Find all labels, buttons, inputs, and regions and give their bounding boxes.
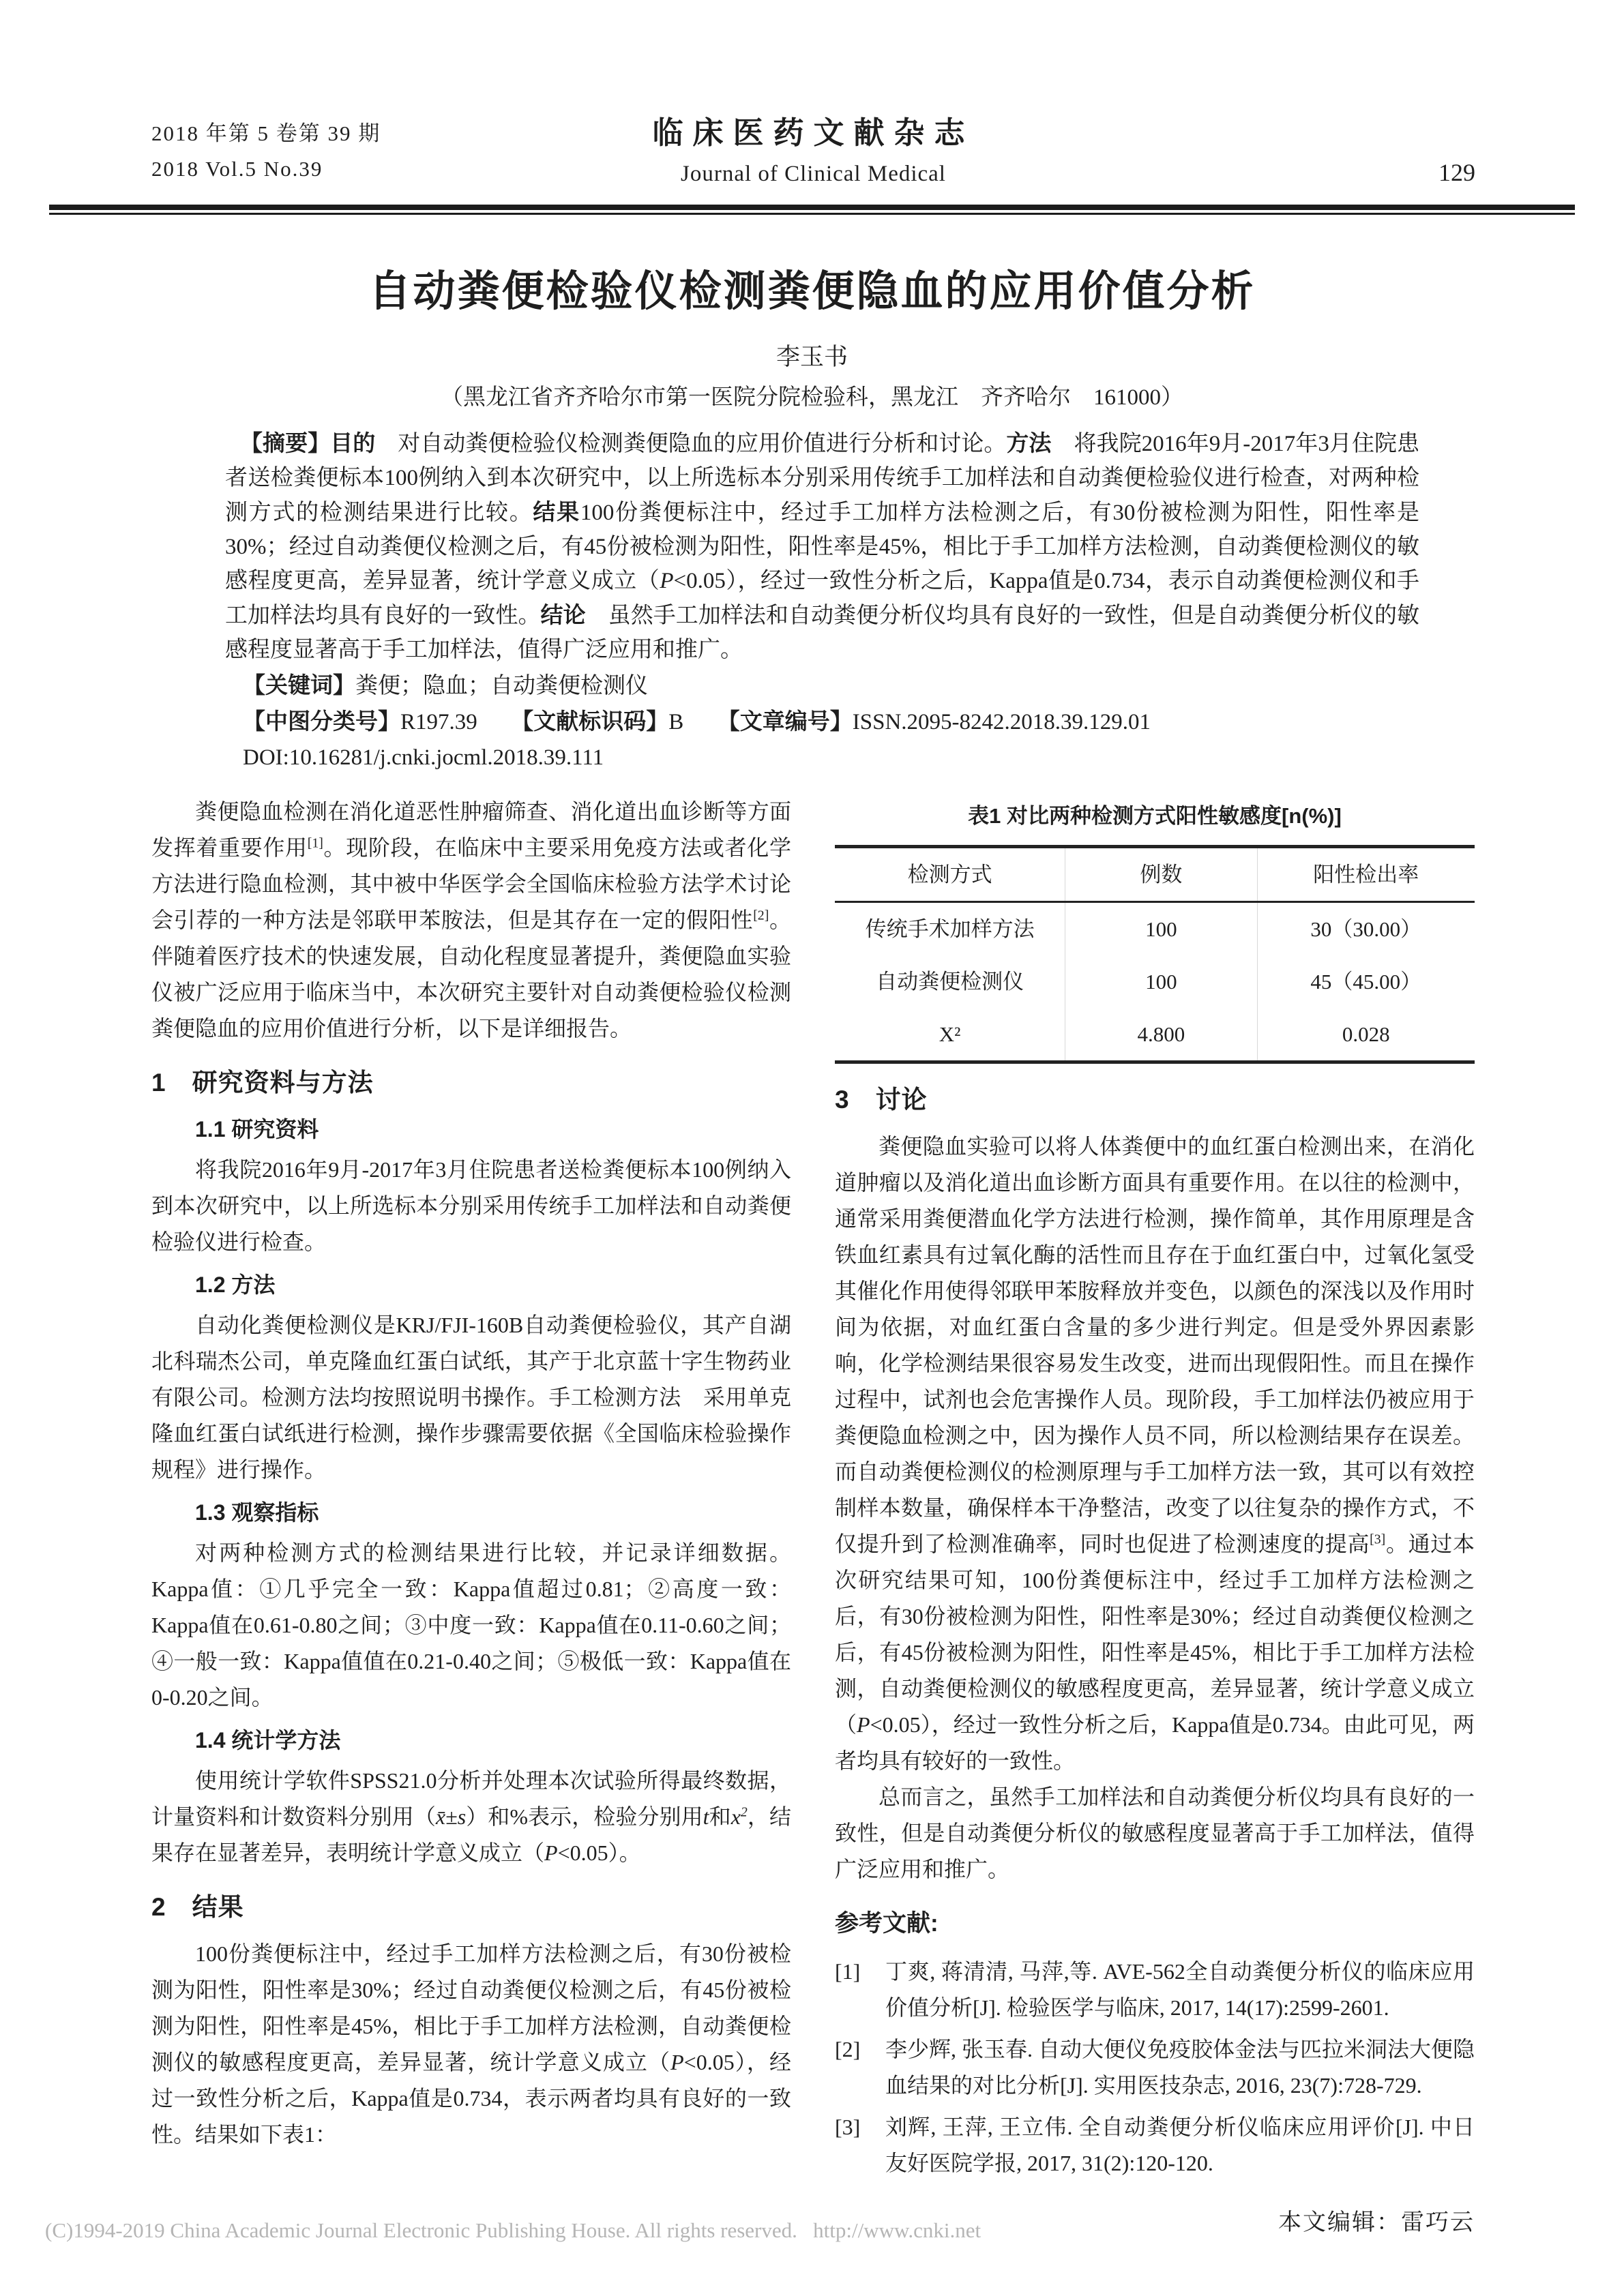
doi-line: DOI:10.16281/j.cnki.jocml.2018.39.111	[243, 745, 604, 770]
editor-note: 本文编辑：雷巧云	[1278, 2210, 1475, 2235]
reference-item	[835, 2109, 1475, 2181]
section-1-1-paragraph: 将我院2016年9月-2017年3月住院患者送检粪便标本100例纳入到本次研究中，以上所选标本分别采用传统手工加样法和自动粪便检验仪进行检查。	[151, 1157, 791, 1254]
issue-info	[151, 116, 652, 187]
issue-line-cn: 2018 年第 5 卷第 39 期	[151, 121, 381, 145]
journal-name-block	[652, 108, 974, 187]
reference-item	[835, 2031, 1475, 2104]
right-column	[835, 794, 1475, 2235]
table-cell: 传统手术加样方法	[865, 917, 1035, 941]
section-1-4-heading: 1.4 统计学方法	[195, 1728, 341, 1753]
table-1	[835, 845, 1475, 1064]
article-author: 李玉书	[776, 344, 848, 370]
table-row	[835, 955, 1475, 1008]
table-header-row	[835, 847, 1475, 902]
discussion-paragraph-2: 总而言之，虽然手工加样法和自动粪便分析仪均具有良好的一致性，但是自动粪便分析仪的敏感程度显著高于手工加样法，值得广泛应用和推广。	[835, 1785, 1475, 1881]
section-1-2-paragraph: 自动化粪便检测仪是KRJ/FJI-160B自动粪便检验仪，其产自湖北科瑞杰公司，单克隆血红蛋白试纸，其产于北京蓝十字生物药业有限公司。检测方法均按照说明书操作。手工检测方法 采用单克隆血红蛋白试纸进行检测，操作步骤需要依据《全国临床检验操作规程》进行操作。	[151, 1313, 791, 1482]
journal-name-cn: 临床医药文献杂志	[652, 116, 975, 150]
table-1-block	[835, 798, 1475, 1064]
reference-label: [3]	[835, 2115, 861, 2139]
references-heading: 参考文献:	[835, 1910, 939, 1937]
section-1-2-heading: 1.2 方法	[195, 1272, 276, 1297]
table-header-cell: 检测方式	[907, 863, 992, 886]
reference-text: 刘辉, 王萍, 王立伟. 全自动粪便分析仪临床应用评价[J]. 中日友好医院学报, 2017, 31(2):120-120.	[885, 2115, 1475, 2175]
section-1-4-paragraph: 使用统计学软件SPSS21.0分析并处理本次试验所得最终数据，计量资料和计数资料分别用（x̄±s）和%表示，检验分别用t和$x^2$，结果存在显著差异，表明统计学意义成立（P<0.05）。	[151, 1768, 791, 1865]
table-cell: 100	[1065, 902, 1257, 956]
table-cell: X²	[939, 1022, 961, 1046]
header-divider	[49, 205, 1575, 215]
section-1-3-heading: 1.3 观察指标	[195, 1500, 319, 1525]
table-cell: 4.800	[1065, 1008, 1257, 1062]
table-cell: 100	[1065, 955, 1257, 1008]
reference-label: [2]	[835, 2037, 861, 2061]
divider-thick-line	[49, 205, 1575, 210]
discussion-paragraph-1: 粪便隐血实验可以将人体粪便中的血红蛋白检测出来，在消化道肿瘤以及消化道出血诊断方面具有重要作用。在以往的检测中，通常采用粪便潜血化学方法进行检测，操作简单，其作用原理是含铁血红素具有过氧化酶的活性而且存在于血红蛋白中，过氧化氢受其催化作用使得邻联甲苯胺释放并变色，以颜色的深浅以及作用时间为依据，对血红蛋白含量的多少进行判定。但是受外界因素影响，化学检测结果很容易发生改变，进而出现假阳性。而且在操作过程中，试剂也会危害操作人员。现阶段，手工加样法仍被应用于粪便隐血检测之中，因为操作人员不同，所以检测结果存在误差。而自动粪便检测仪的检测原理与手工加样方法一致，其可以有效控制样本数量，确保样本干净整洁，改变了以往复杂的操作方式，不仅提升到了检测准确率，同时也促进了检测速度的提高[3]。通过本次研究结果可知，100份粪便标注中，经过手工加样方法检测之后，有30份被检测为阳性，阳性率是30%；经过自动粪便仪检测之后，有45份被检测为阳性，阳性率是45%，相比于手工加样方法检测，自动粪便检测仪的敏感程度更高，差异显著，统计学意义成立（P<0.05），经过一致性分析之后，Kappa值是0.734。由此可见，两者均具有较好的一致性。	[835, 1134, 1475, 1773]
abstract-paragraph: 【摘要】目的 对自动粪便检验仪检测粪便隐血的应用价值进行分析和讨论。方法 将我院2016年9月-2017年3月住院患者送检粪便标本100例纳入到本次研究中，以上所选标本分别采用传统手工加样法和自动粪便检验仪进行检查，对两种检测方式的检测结果进行比较。结果100份粪便标注中，经过手工加样方法检测之后，有30份被检测为阳性，阳性率是30%；经过自动粪便仪检测之后，有45份被检测为阳性，阳性率是45%，相比于手工加样方法检测，自动粪便检测仪的敏感程度更高，差异显著，统计学意义成立（P<0.05），经过一致性分析之后，Kappa值是0.734，表示自动粪便检测仪和手工加样法均具有良好的一致性。结论 虽然手工加样法和自动粪便分析仪均具有良好的一致性，但是自动粪便分析仪的敏感程度显著高于手工加样法，值得广泛应用和推广。	[225, 430, 1420, 662]
divider-thin-line	[49, 213, 1575, 215]
section-2-paragraph: 100份粪便标注中，经过手工加样方法检测之后，有30份被检测为阳性，阳性率是30%；经过自动粪便仪检测之后，有45份被检测为阳性，阳性率是45%，相比于手工加样方法检测，自动粪便检测仪的敏感程度更高，差异显著，统计学意义成立（P<0.05），经过一致性分析之后，Kappa值是0.734，表示两者均具有良好的一致性。结果如下表1：	[151, 1941, 791, 2147]
table-1-title: 表1 对比两种检测方式阳性敏感度[n(%)]	[968, 804, 1342, 828]
table-cell: 自动粪便检测仪	[876, 970, 1024, 994]
section-1-heading: 1 研究资料与方法	[151, 1069, 374, 1097]
table-cell: 30（30.00）	[1257, 902, 1475, 956]
copyright-footer: (C)1994-2019 China Academic Journal Electronic Publishing House. All rights reserved. http://www.cnki.net	[45, 2218, 981, 2242]
table-header-cell: 阳性检出率	[1257, 847, 1475, 902]
section-1-3-paragraph: 对两种检测方式的检测结果进行比较，并记录详细数据。Kappa值：①几乎完全一致：Kappa值超过0.81；②高度一致：Kappa值在0.61-0.80之间；③中度一致：Kappa值在0.11-0.60之间；④一般一致：Kappa值值在0.21-0.40之间；⑤极低一致：Kappa值在0-0.20之间。	[151, 1540, 791, 1710]
intro-paragraph: 粪便隐血检测在消化道恶性肿瘤筛查、消化道出血诊断等方面发挥着重要作用[1]。现阶段，在临床中主要采用免疫方法或者化学方法进行隐血检测，其中被中华医学会全国临床检验方法学术讨论会引荐的一种方法是邻联甲苯胺法，但是其存在一定的假阳性[2]。伴随着医疗技术的快速发展，自动化程度显著提升，粪便隐血实验仪被广泛应用于临床当中，本次研究主要针对自动粪便检验仪检测粪便隐血的应用价值进行分析，以下是详细报告。	[151, 799, 791, 1041]
section-1-1-heading: 1.1 研究资料	[195, 1117, 319, 1142]
table-header-cell: 例数	[1065, 847, 1257, 902]
reference-text: 李少辉, 张玉春. 自动大便仪免疫胶体金法与匹拉米洞法大便隐血结果的对比分析[J]. 实用医技杂志, 2016, 23(7):728-729.	[885, 2037, 1475, 2098]
article-affiliation: （黑龙江省齐齐哈尔市第一医院分院检验科，黑龙江 齐齐哈尔 161000）	[441, 385, 1183, 410]
reference-label: [1]	[835, 1959, 861, 1984]
table-cell: 45（45.00）	[1257, 955, 1475, 1008]
reference-item	[835, 1954, 1475, 2026]
section-3-heading: 3 讨论	[835, 1086, 928, 1114]
reference-text: 丁爽, 蒋清清, 马萍,等. AVE-562全自动粪便分析仪的临床应用价值分析[J]. 检验医学与临床, 2017, 14(17):2599-2601.	[885, 1959, 1475, 2020]
classification-line: 【中图分类号】R197.39 【文献标识码】B 【文章编号】ISSN.2095-8242.2018.39.129.01	[243, 709, 1151, 734]
page-header	[151, 0, 1475, 187]
issue-line-en: 2018 Vol.5 No.39	[151, 157, 323, 181]
journal-name-en: Journal of Clinical Medical	[680, 162, 946, 186]
page-number: 129	[1438, 159, 1475, 186]
front-matter	[225, 426, 1419, 775]
table-row	[835, 1008, 1475, 1062]
keywords-line: 【关键词】粪便；隐血；自动粪便检测仪	[243, 672, 648, 698]
article-title: 自动粪便检验仪检测粪便隐血的应用价值分析	[368, 269, 1256, 315]
left-column	[151, 794, 791, 2164]
section-2-heading: 2 结果	[151, 1893, 244, 1921]
table-cell: 0.028	[1257, 1008, 1475, 1062]
table-row	[835, 902, 1475, 956]
